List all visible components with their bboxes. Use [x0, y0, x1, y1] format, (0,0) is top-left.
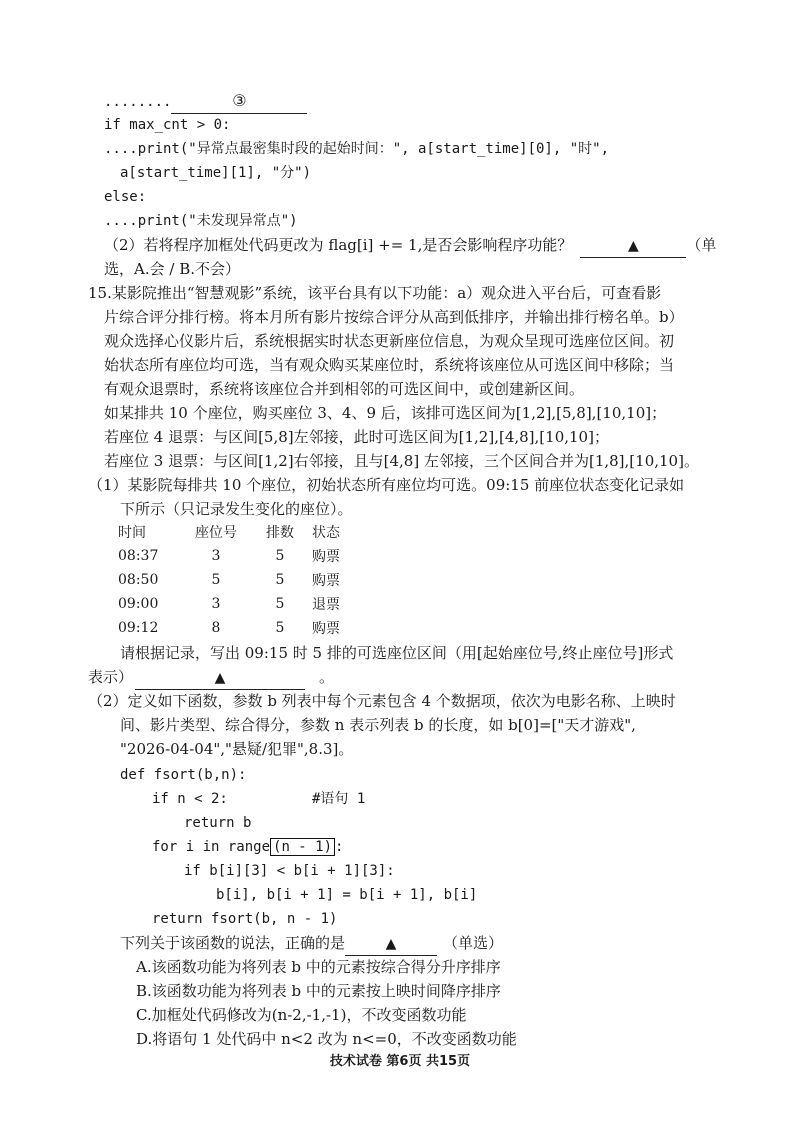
q15-2-ask: 下列关于该函数的说法，正确的是 ▲ （单选）: [120, 932, 503, 956]
table-header: 时间: [118, 525, 146, 541]
code-line-else: else:: [104, 189, 147, 205]
q15-1-line-1: （1）某影院每排共 10 个座位，初始状态所有座位均可选。09:15 前座位状态变化记录如: [88, 476, 685, 494]
fsort-for-line: for i in range (n - 1) :: [152, 839, 344, 855]
table-cell: 5: [275, 548, 285, 564]
table-header: 状态: [312, 525, 340, 541]
question-14-2: （2）若将程序加框处代码更改为 flag[i] += 1,是否会影响程序功能？ ▲ （单: [104, 234, 716, 258]
table-row: [118, 592, 372, 616]
code-line-print1-cont: a[start_time][1], "分"): [120, 165, 312, 181]
table-cell: 5: [211, 572, 221, 588]
table-cell: 08:37: [118, 548, 159, 564]
answer-blank-q15-1[interactable]: ▲: [135, 666, 305, 690]
option-d[interactable]: D.将语句 1 处代码中 n<2 改为 n<=0，不改变函数功能: [136, 1030, 517, 1048]
table-cell: 09:00: [118, 596, 159, 612]
q15-para-4: 始状态所有座位均可选，当有观众购买某座位时，系统将该座位从可选区间中移除；当: [104, 356, 675, 374]
q15-2-line-2: 间、影片类型、综合得分，参数 n 表示列表 b 的长度，如 b[0]=["天才游戏",: [120, 716, 636, 734]
code-line-print1: ....print("异常点最密集时段的起始时间：", a[start_time][0], "时",: [104, 141, 610, 157]
statement-1-comment: #语句 1: [312, 791, 366, 807]
table-cell: 3: [211, 548, 221, 564]
table-row: [118, 616, 372, 640]
code-line-if: if max_cnt > 0:: [104, 117, 231, 133]
table-header: 排数: [266, 525, 294, 541]
q15-1-ask-line-2: 表示） ▲ 。: [88, 666, 334, 690]
option-c[interactable]: C.加框处代码修改为(n-2,-1,-1)，不改变函数功能: [136, 1006, 467, 1024]
table-cell: 购票: [312, 573, 340, 589]
table-cell: 08:50: [118, 572, 159, 588]
fsort-swap-line: b[i], b[i + 1] = b[i + 1], b[i]: [216, 887, 478, 903]
q15-para-5: 有观众退票时，系统将该座位合并到相邻的可选区间中，或创建新区间。: [104, 380, 585, 398]
answer-blank-q14-2[interactable]: ▲: [580, 234, 686, 258]
q15-1-ask-line-1: 请根据记录，写出 09:15 时 5 排的可选座位区间（用[起始座位号,终止座位号]形式: [120, 644, 674, 662]
q15-para-3: 观众选择心仪影片后，系统根据实时状态更新座位信息，为观众呈现可选座位区间。初: [104, 332, 675, 350]
table-cell: 退票: [312, 597, 340, 613]
table-cell: 购票: [312, 549, 340, 565]
page-footer: 技术试卷 第6页 共15页: [329, 1054, 471, 1069]
answer-blank-3[interactable]: ③: [171, 90, 307, 114]
table-cell: 09:12: [118, 620, 159, 636]
fsort-compare-line: if b[i][3] < b[i + 1][3]:: [184, 863, 395, 879]
table-row: [118, 544, 372, 568]
table-row: [118, 568, 372, 592]
option-b[interactable]: B.该函数功能为将列表 b 中的元素按上映时间降序排序: [136, 982, 501, 1000]
q15-para-8: 若座位 3 退票：与区间[1,2]右邻接，且与[4,8] 左邻接，三个区间合并为[1,8],[10,10]。: [104, 452, 699, 470]
table-header: 座位号: [195, 525, 237, 541]
fsort-recursive-return-line: return fsort(b, n - 1): [152, 911, 338, 927]
q15-1-line-2: 下所示（只记录发生变化的座位）。: [120, 500, 353, 518]
code-line-blank: ........ ③: [104, 90, 307, 114]
table-cell: 3: [211, 596, 221, 612]
q15-2-line-1: （2）定义如下函数，参数 b 列表中每个元素包含 4 个数据项，依次为电影名称、上映时: [88, 692, 676, 710]
table-cell: 5: [275, 596, 285, 612]
table-cell: 5: [275, 572, 285, 588]
q15-2-line-3: "2026-04-04","悬疑/犯罪",8.3]。: [120, 740, 354, 758]
q15-para-1: 15.某影院推出“智慧观影”系统，该平台具有以下功能：a）观众进入平台后，可查看影: [88, 284, 662, 302]
q15-para-7: 若座位 4 退票：与区间[5,8]左邻接，此时可选区间为[1,2],[4,8],[10,10]；: [104, 428, 609, 446]
option-a[interactable]: A.该函数功能为将列表 b 中的元素按综合得分升序排序: [136, 958, 501, 976]
q15-para-2: 片综合评分排行榜。将本月所有影片按综合评分从高到低排序，并输出排行榜名单。b）: [104, 308, 684, 326]
boxed-range-code: (n - 1): [270, 838, 335, 856]
q15-para-6: 如某排共 10 个座位，购买座位 3、4、9 后，该排可选区间为[1,2],[5,8],[10,10]；: [104, 404, 667, 422]
table-cell: 购票: [312, 621, 340, 637]
table-header-row: [118, 520, 372, 544]
fsort-def-line: def fsort(b,n):: [120, 767, 247, 783]
question-14-2-options: 选，A.会 / B.不会）: [104, 260, 240, 278]
fsort-if-line: if n < 2:: [152, 791, 228, 807]
table-cell: 8: [211, 620, 221, 636]
seat-change-table: [118, 520, 372, 640]
fsort-return-b-line: return b: [184, 815, 252, 831]
answer-blank-q15-2[interactable]: ▲: [345, 932, 437, 956]
table-cell: 5: [275, 620, 285, 636]
code-line-print2: ....print("未发现异常点"): [104, 213, 298, 229]
